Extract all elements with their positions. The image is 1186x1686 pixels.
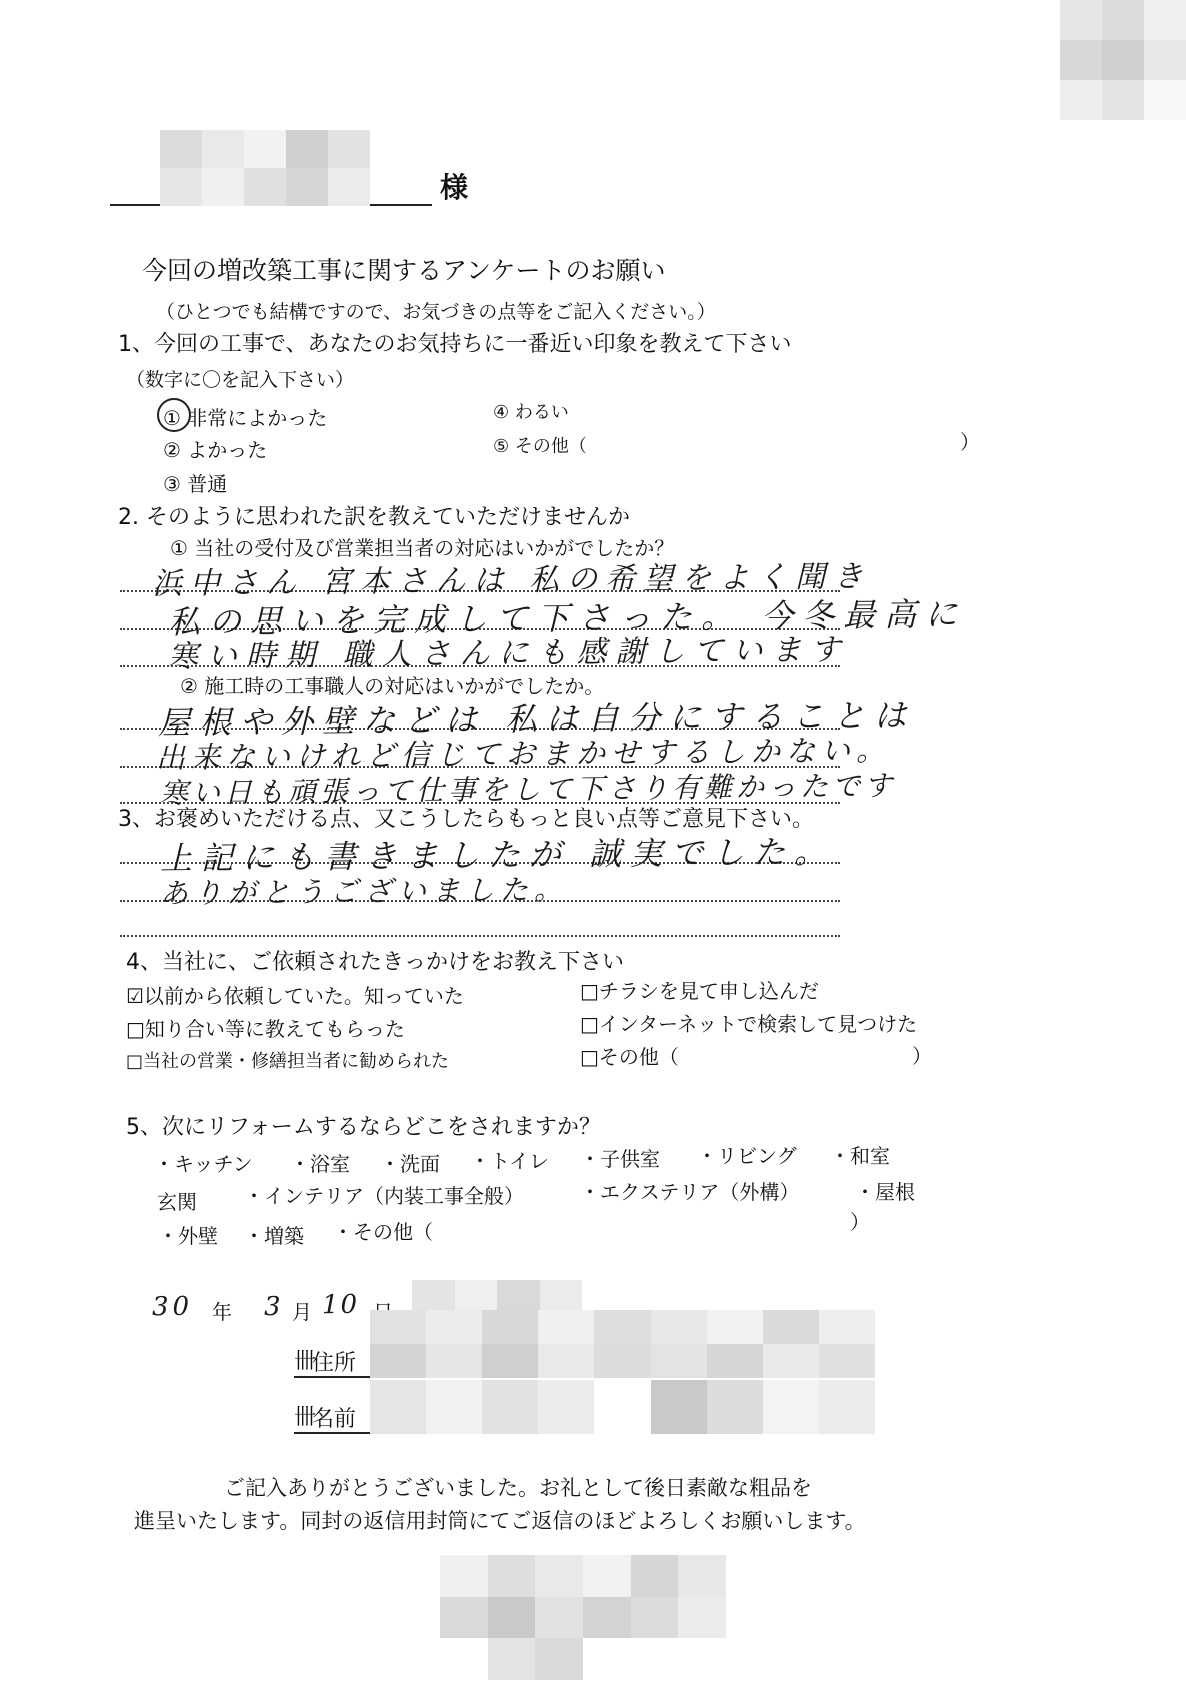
q5-question: 5、次にリフォームするならどこをされますか？ [126,1115,601,1140]
redacted-addressee-name [160,130,370,206]
handwritten-answer-1-line-3: 寒い時期 職人さんにも感謝しています [167,632,850,675]
q4-option-internet[interactable]: □インターネットで検索して見つけた [580,1012,918,1036]
q2-sub2: ② 施工時の工事職人の対応はいかがでしたか。 [180,674,605,698]
q5-option-outer-wall[interactable]: ・外壁 [158,1224,218,1248]
q4-option-previous[interactable]: ☑以前から依頼していた。知っていた [126,984,464,1008]
q2-question: 2. そのように思われた訳を教えていただけませんか [118,505,630,530]
date-day-value: 10 [321,1289,360,1321]
q5-option-bathroom[interactable]: ・浴室 [290,1152,350,1176]
survey-title: 今回の増改築工事に関するアンケートのお願い [142,256,666,285]
q5-option-kids-room[interactable]: ・子供室 [580,1147,660,1171]
date-year-value: 30 [151,1291,194,1323]
q1-question: 1、今回の工事で、あなたのお気持ちに一番近い印象を教えて下さい [118,332,792,357]
q5-option-toilet[interactable]: ・トイレ [470,1149,549,1173]
q5-option-japanese-room[interactable]: ・和室 [830,1144,890,1168]
q1-option-1[interactable]: ① 非常によかった [163,406,328,430]
q5-option-kitchen[interactable]: ・キッチン [154,1152,253,1176]
q2-sub1: ① 当社の受付及び営業担当者の対応はいかがでしたか？ [170,536,675,560]
hand-drawn-circle-icon [157,398,191,432]
q5-option-roof[interactable]: ・屋根 [855,1180,915,1204]
name-mark-icon: 卌 [294,1405,317,1430]
survey-subtitle: （ひとつでも結構ですので、お気づきの点等をご記入ください。） [156,301,716,323]
q5-option-washroom[interactable]: ・洗面 [380,1152,440,1176]
q1-option-2[interactable]: ② よかった [163,438,268,462]
footer-thanks-line-2: 進呈いたします。同封の返信用封筒にてご返信のほどよろしくお願いします。 [134,1509,866,1533]
date-month-label: 月 [292,1300,312,1324]
redacted-mosaic-top-right [1060,0,1186,120]
addressee-suffix: 様 [440,171,469,204]
address-label: 住所 [312,1351,357,1376]
q1-instruction: （数字に〇を記入下さい） [126,369,355,391]
q1-other-close: ） [960,430,980,454]
q4-option-flyer[interactable]: □チラシを見て申し込んだ [580,979,819,1003]
footer-thanks-line-1: ご記入ありがとうございました。お礼として後日素敵な粗品を [224,1476,812,1500]
redacted-company-logo [440,1555,726,1680]
q1-option-5[interactable]: ⑤ その他（ [493,436,587,457]
q4-option-other[interactable]: □その他（ [580,1045,679,1069]
handwritten-answer-3-line-2: ありがとうございました。 [159,872,569,911]
q5-option-exterior[interactable]: ・エクステリア（外構） [580,1180,800,1204]
q5-other-close: ） [850,1210,870,1234]
address-mark-icon: 卌 [294,1349,317,1374]
q5-option-living[interactable]: ・リビング [697,1144,797,1168]
handwritten-answer-3-line-1: 上記にも書きましたが 誠実でした。 [159,832,836,878]
q1-option-4[interactable]: ④ わるい [493,402,569,423]
q5-option-entrance[interactable]: 玄関 [157,1190,197,1214]
q4-option-acquaintance[interactable]: □知り合い等に教えてもらった [126,1017,405,1041]
answer-line [120,935,840,937]
handwritten-answer-1-line-2: 私の思いを完成して下さった。 今冬最高に [167,594,967,642]
q4-option-sales-rep[interactable]: □当社の営業・修繕担当者に勧められた [126,1051,450,1072]
redacted-address [370,1310,875,1378]
q5-option-interior[interactable]: ・インテリア（内装工事全般） [244,1184,524,1208]
q3-question: 3、お褒めいただける点、又こうしたらもっと良い点等ご意見下さい。 [118,807,814,832]
handwritten-answer-2-line-3: 寒い日も頑張って仕事をして下さり有難かったです [159,769,897,810]
handwritten-answer-2-line-1: 屋根や外壁などは 私は自分にすることは [157,696,916,742]
q5-option-other[interactable]: ・その他（ [333,1220,433,1244]
handwritten-answer-1-line-1: 浜中さん 宮本さんは 私の希望をよく聞き [151,559,872,602]
date-year-label: 年 [212,1300,232,1324]
q4-question: 4、当社に、ご依頼されたきっかけをお教え下さい [126,950,624,975]
date-month-value: 3 [263,1291,290,1323]
redacted-name [370,1380,875,1434]
q5-option-extension[interactable]: ・増築 [244,1224,304,1248]
q4-other-close: ） [912,1044,932,1068]
q1-option-3[interactable]: ③ 普通 [163,472,228,496]
handwritten-answer-2-line-2: 出来ないけれど信じておまかせするしかない。 [155,733,892,775]
name-label: 名前 [312,1407,357,1432]
